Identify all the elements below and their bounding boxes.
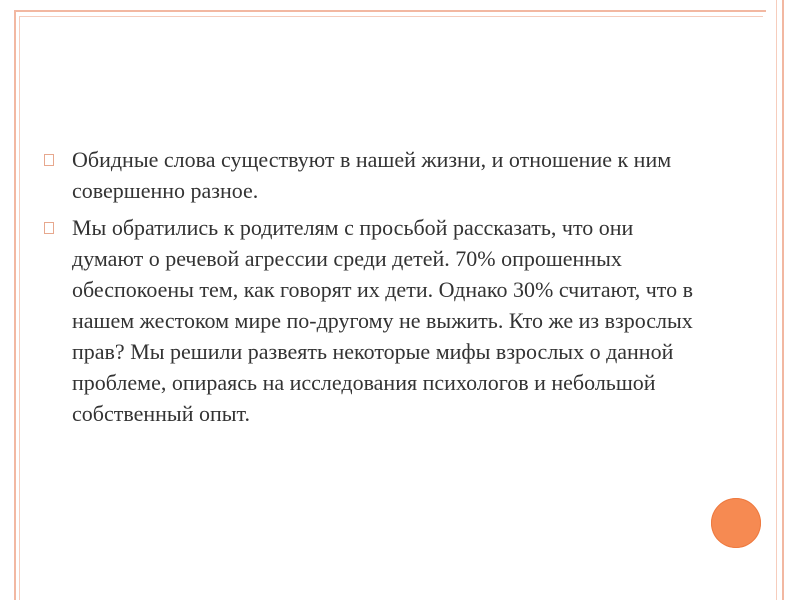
frame-top-line [14,10,766,12]
square-bullet-icon [44,154,54,166]
frame-right-line [782,0,784,600]
frame-right-inner-line [776,0,777,600]
frame-left-line [14,10,16,600]
bullet-text: Мы обратились к родителям с просьбой рассказать, что они думают о речевой агрессии среди детей. 70% опрошенных обеспокоены тем, как говорят их дети. Однако 30% считают, что в нашем жестоком мире по-другому не выжить. Кто же из взрослых прав? Мы решили развеять некоторые мифы взрослых о данной проблеме, опираясь на исследования психологов и небольшой собственный опыт. [72,215,694,426]
slide-content [44,144,704,435]
bullet-item [44,144,704,206]
frame-left-inner-line [19,16,20,600]
bullet-text: Обидные слова существуют в нашей жизни, и отношение к ним совершенно разное. [72,147,672,203]
orange-circle-icon [711,498,761,548]
frame-top-inner-line [19,16,763,17]
square-bullet-icon [44,222,54,234]
bullet-item [44,212,704,429]
